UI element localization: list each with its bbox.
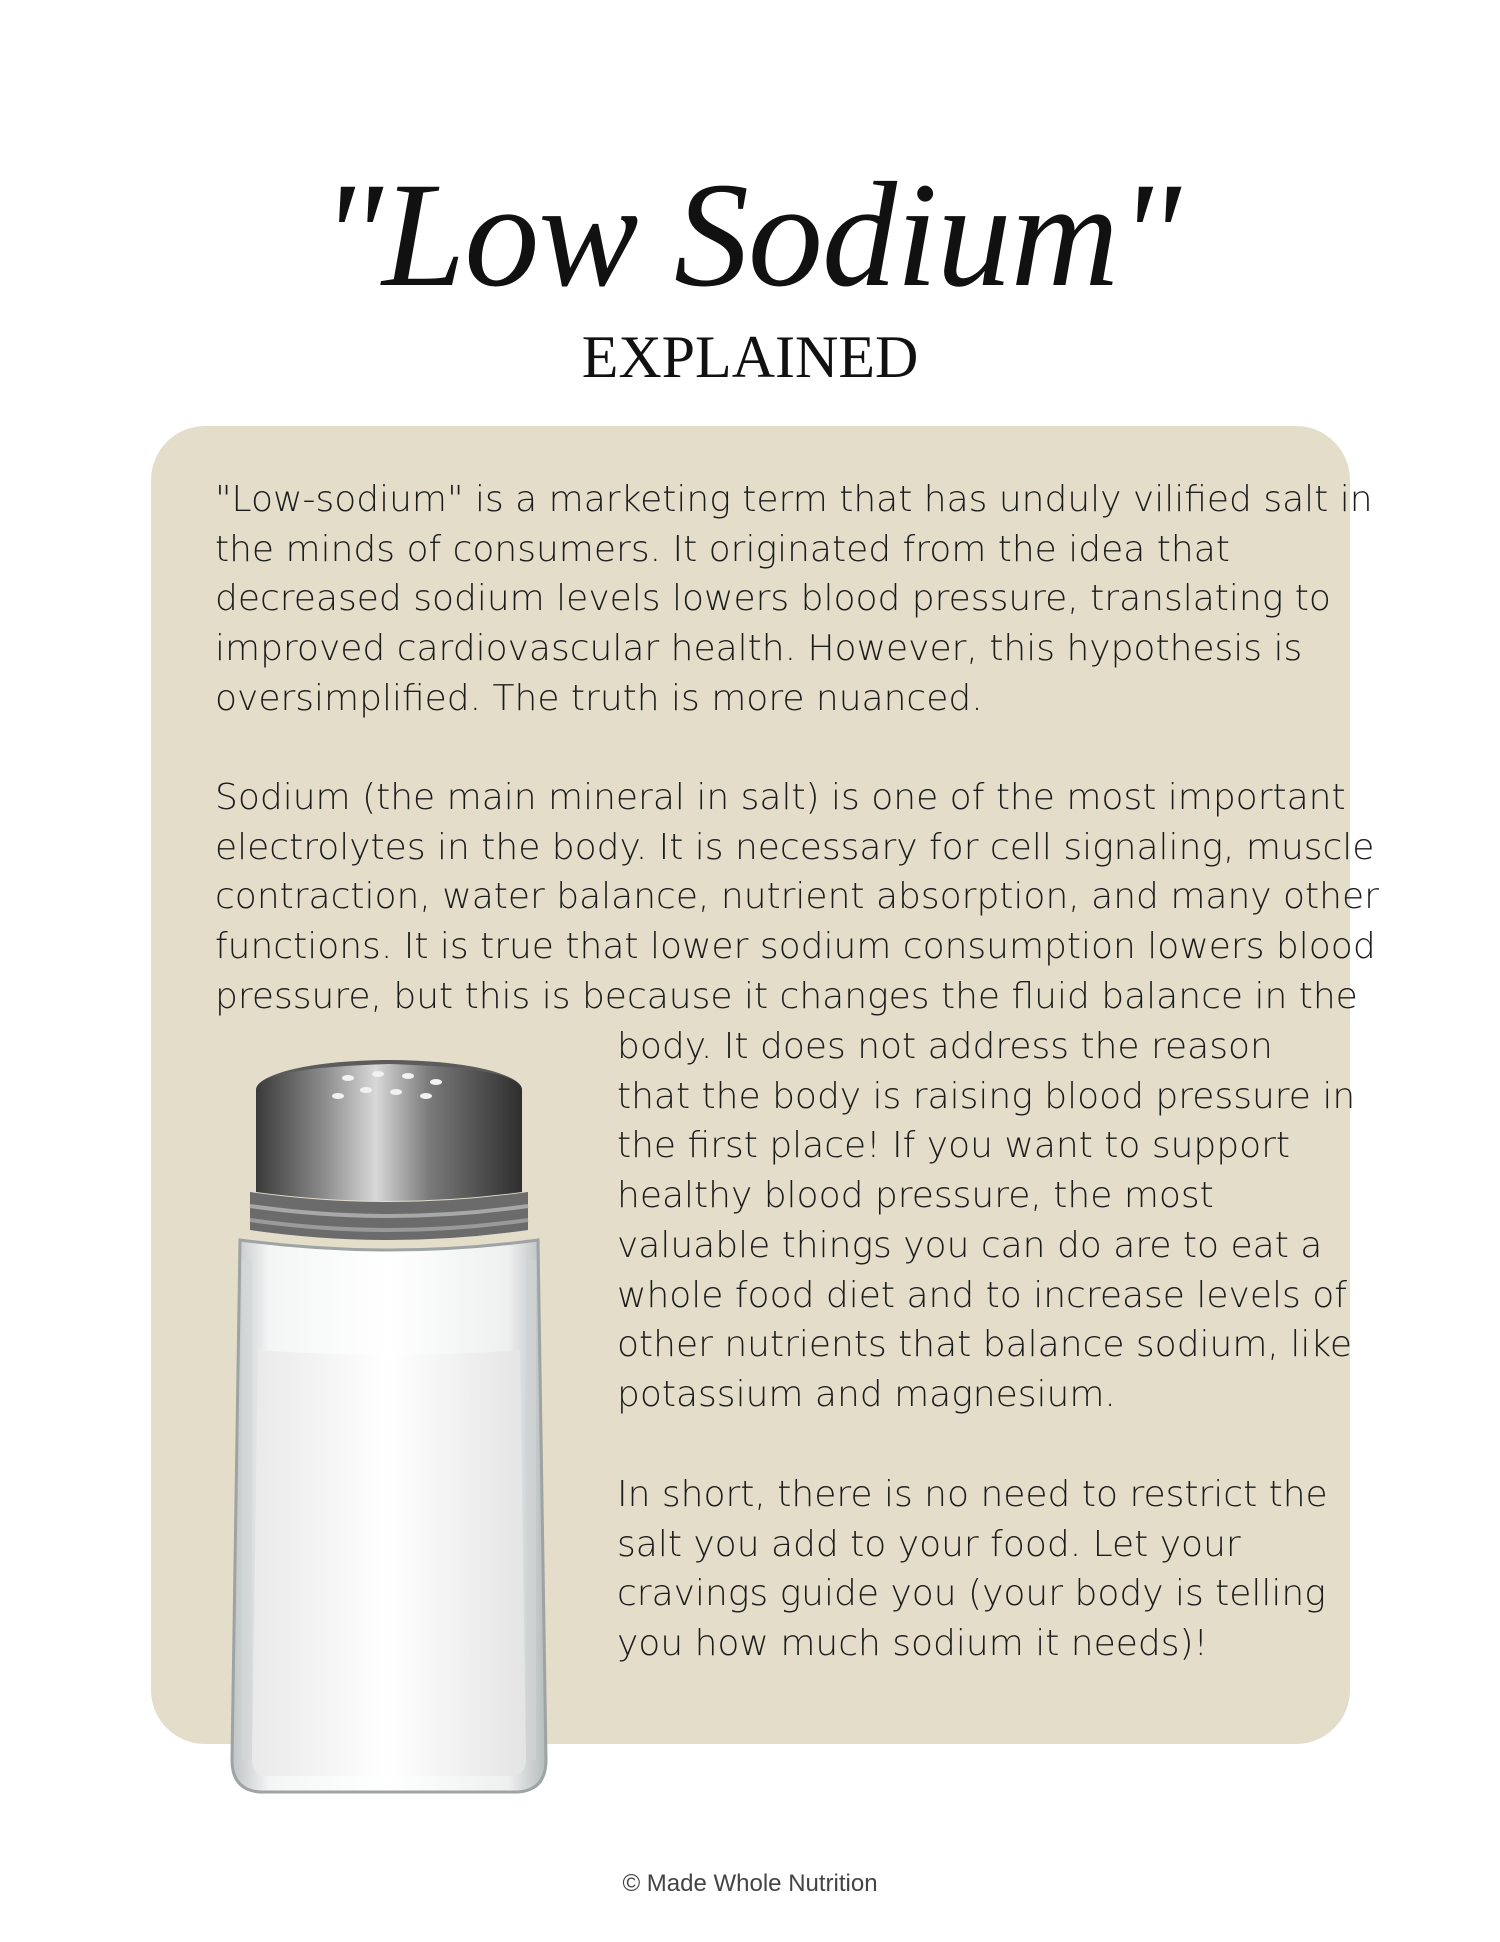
page-title: "Low Sodium" bbox=[320, 152, 1180, 318]
text-line: valuable things you can do are to eat a bbox=[617, 1224, 1323, 1266]
text-line: that the body is raising blood pressure in bbox=[617, 1075, 1356, 1117]
text-line: potassium and magnesium. bbox=[617, 1373, 1116, 1415]
text-line: the first place! If you want to support bbox=[617, 1125, 1291, 1167]
text-line: whole food diet and to increase levels of bbox=[617, 1274, 1347, 1316]
text-line: other nutrients that balance sodium, like bbox=[617, 1324, 1353, 1366]
salt-shaker-icon bbox=[228, 1060, 550, 1800]
paragraph-intro bbox=[215, 475, 1373, 724]
text-line: Sodium (the main mineral in salt) is one of the most important bbox=[215, 777, 1346, 818]
text-line: oversimplified. The truth is more nuanced. bbox=[215, 677, 983, 719]
text-line: decreased sodium levels lowers blood pressure, translating to bbox=[215, 578, 1331, 620]
text-line: functions. It is true that lower sodium consumption lowers blood bbox=[215, 926, 1376, 968]
footer-copyright: © Made Whole Nutrition bbox=[622, 1870, 878, 1897]
page-subtitle: EXPLAINED bbox=[581, 324, 919, 390]
text-line: "Low-sodium" is a marketing term that has unduly vilified salt in bbox=[215, 479, 1373, 520]
text-line: cravings guide you (your body is telling bbox=[617, 1573, 1326, 1615]
paragraph-sodium bbox=[215, 773, 1379, 1022]
text-line: you how much sodium it needs)! bbox=[617, 1623, 1208, 1665]
text-line: improved cardiovascular health. However, this hypothesis is bbox=[215, 628, 1303, 670]
text-line: pressure, but this is because it changes the fluid balance in the bbox=[215, 975, 1358, 1017]
paragraph-summary bbox=[617, 1470, 1328, 1669]
text-line: salt you add to your food. Let your bbox=[617, 1523, 1241, 1565]
text-line: electrolytes in the body. It is necessary for cell signaling, muscle bbox=[215, 826, 1375, 868]
text-line: the minds of consumers. It originated from the idea that bbox=[215, 528, 1230, 570]
text-line: healthy blood pressure, the most bbox=[617, 1175, 1214, 1217]
text-line: body. It does not address the reason bbox=[617, 1026, 1273, 1067]
paragraph-sodium-continued bbox=[617, 1022, 1355, 1420]
text-line: In short, there is no need to restrict the bbox=[617, 1474, 1328, 1515]
text-line: contraction, water balance, nutrient absorption, and many other bbox=[215, 876, 1379, 918]
